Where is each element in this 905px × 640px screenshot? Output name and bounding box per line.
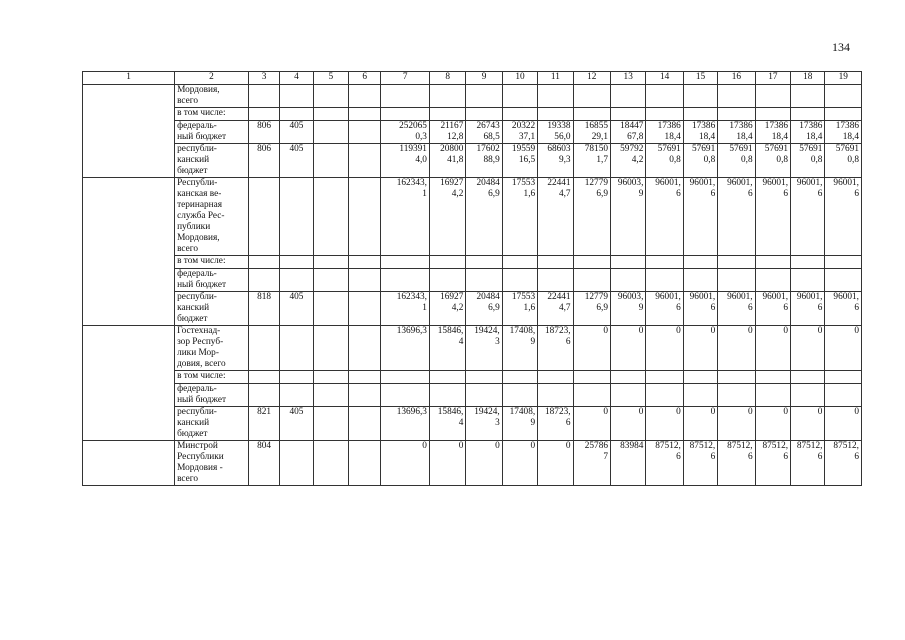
value-cell	[718, 384, 755, 407]
value-cell	[825, 85, 862, 108]
table-row	[83, 108, 862, 121]
value-cell: 59792 4,2	[611, 144, 646, 178]
code-cell	[313, 85, 348, 108]
value-cell: 0	[683, 407, 717, 441]
code-cell	[349, 292, 381, 326]
code-cell	[280, 178, 313, 256]
code-cell	[313, 256, 348, 269]
value-cell	[683, 384, 717, 407]
value-cell	[538, 108, 573, 121]
value-cell	[755, 384, 790, 407]
value-cell: 17602 88,9	[466, 144, 502, 178]
code-cell	[280, 269, 313, 292]
code-cell	[349, 144, 381, 178]
header-row	[83, 72, 862, 85]
value-cell: 252065 0,3	[381, 121, 430, 144]
column-header-10: 10	[502, 72, 537, 85]
value-cell: 20322 37,1	[502, 121, 537, 144]
value-cell: 17408, 9	[502, 326, 537, 371]
value-cell	[502, 269, 537, 292]
value-cell	[791, 108, 825, 121]
column-header-2: 2	[175, 72, 249, 85]
code-cell	[248, 326, 279, 371]
value-cell: 87512, 6	[825, 441, 862, 486]
value-cell: 18723, 6	[538, 407, 573, 441]
code-cell	[248, 256, 279, 269]
value-cell	[573, 384, 610, 407]
code-cell	[313, 121, 348, 144]
value-cell: 17386 18,4	[791, 121, 825, 144]
value-cell	[502, 256, 537, 269]
value-cell: 16927 4,2	[429, 292, 465, 326]
table-row	[83, 326, 862, 371]
value-cell: 57691 0,8	[683, 144, 717, 178]
value-cell: 162343, 1	[381, 292, 430, 326]
value-cell	[611, 85, 646, 108]
value-cell: 17386 18,4	[755, 121, 790, 144]
value-cell	[381, 371, 430, 384]
column-header-14: 14	[646, 72, 683, 85]
code-cell	[349, 121, 381, 144]
value-cell: 0	[791, 407, 825, 441]
value-cell	[611, 371, 646, 384]
value-cell	[718, 85, 755, 108]
value-cell: 0	[791, 326, 825, 371]
value-cell: 21167 12,8	[429, 121, 465, 144]
value-cell	[573, 108, 610, 121]
value-cell: 68603 9,3	[538, 144, 573, 178]
code-cell	[280, 384, 313, 407]
value-cell: 0	[825, 407, 862, 441]
code-cell	[349, 407, 381, 441]
column-header-19: 19	[825, 72, 862, 85]
value-cell: 96001, 6	[791, 292, 825, 326]
code-cell	[349, 85, 381, 108]
value-cell: 119391 4,0	[381, 144, 430, 178]
code-cell: 804	[248, 441, 279, 486]
row-label: федераль- ный бюджет	[175, 269, 249, 292]
value-cell	[538, 371, 573, 384]
value-cell: 17408, 9	[502, 407, 537, 441]
code-cell	[349, 384, 381, 407]
code-cell	[280, 441, 313, 486]
column-header-13: 13	[611, 72, 646, 85]
value-cell: 0	[646, 326, 683, 371]
code-cell	[313, 384, 348, 407]
code-cell: 806	[248, 144, 279, 178]
value-cell: 162343, 1	[381, 178, 430, 256]
code-cell: 806	[248, 121, 279, 144]
code-cell	[248, 371, 279, 384]
value-cell: 96001, 6	[755, 292, 790, 326]
value-cell: 96001, 6	[646, 178, 683, 256]
value-cell	[502, 371, 537, 384]
value-cell	[683, 85, 717, 108]
code-cell: 821	[248, 407, 279, 441]
code-cell: 405	[280, 121, 313, 144]
value-cell	[502, 85, 537, 108]
value-cell	[646, 269, 683, 292]
value-cell	[755, 85, 790, 108]
value-cell: 83984	[611, 441, 646, 486]
value-cell: 0	[573, 326, 610, 371]
value-cell: 12779 6,9	[573, 178, 610, 256]
value-cell: 96001, 6	[755, 178, 790, 256]
value-cell	[791, 85, 825, 108]
group-number-cell	[83, 326, 175, 441]
table-row	[83, 384, 862, 407]
value-cell: 17553 1,6	[502, 292, 537, 326]
value-cell	[611, 256, 646, 269]
code-cell	[313, 326, 348, 371]
value-cell: 57691 0,8	[825, 144, 862, 178]
value-cell: 57691 0,8	[791, 144, 825, 178]
table-row	[83, 407, 862, 441]
row-label: федераль- ный бюджет	[175, 384, 249, 407]
value-cell	[755, 108, 790, 121]
value-cell: 0	[538, 441, 573, 486]
value-cell	[573, 371, 610, 384]
value-cell	[381, 269, 430, 292]
code-cell	[313, 441, 348, 486]
value-cell: 26743 68,5	[466, 121, 502, 144]
value-cell: 19424, 3	[466, 407, 502, 441]
column-header-5: 5	[313, 72, 348, 85]
value-cell: 0	[825, 326, 862, 371]
value-cell	[429, 108, 465, 121]
value-cell: 19559 16,5	[502, 144, 537, 178]
column-header-8: 8	[429, 72, 465, 85]
value-cell	[429, 384, 465, 407]
code-cell	[349, 108, 381, 121]
value-cell: 19424, 3	[466, 326, 502, 371]
value-cell	[502, 384, 537, 407]
value-cell: 0	[381, 441, 430, 486]
value-cell	[538, 256, 573, 269]
value-cell: 96001, 6	[825, 292, 862, 326]
table-row	[83, 269, 862, 292]
value-cell	[791, 371, 825, 384]
value-cell: 0	[755, 407, 790, 441]
value-cell	[466, 256, 502, 269]
value-cell	[646, 108, 683, 121]
value-cell	[466, 85, 502, 108]
value-cell	[646, 371, 683, 384]
value-cell: 17386 18,4	[718, 121, 755, 144]
value-cell: 16855 29,1	[573, 121, 610, 144]
column-header-7: 7	[381, 72, 430, 85]
value-cell	[611, 108, 646, 121]
column-header-12: 12	[573, 72, 610, 85]
value-cell	[466, 269, 502, 292]
value-cell	[718, 371, 755, 384]
code-cell	[248, 85, 279, 108]
group-number-cell	[83, 85, 175, 178]
value-cell	[683, 108, 717, 121]
column-header-16: 16	[718, 72, 755, 85]
value-cell: 19338 56,0	[538, 121, 573, 144]
value-cell	[573, 269, 610, 292]
table-row	[83, 371, 862, 384]
value-cell: 15846, 4	[429, 407, 465, 441]
value-cell: 57691 0,8	[646, 144, 683, 178]
value-cell	[381, 85, 430, 108]
value-cell	[429, 371, 465, 384]
value-cell: 87512, 6	[718, 441, 755, 486]
value-cell: 78150 1,7	[573, 144, 610, 178]
value-cell	[646, 85, 683, 108]
value-cell	[683, 371, 717, 384]
value-cell: 0	[573, 407, 610, 441]
value-cell	[755, 269, 790, 292]
code-cell	[349, 326, 381, 371]
code-cell: 405	[280, 144, 313, 178]
value-cell: 25786 7	[573, 441, 610, 486]
value-cell	[791, 384, 825, 407]
value-cell	[466, 108, 502, 121]
column-header-18: 18	[791, 72, 825, 85]
value-cell	[718, 269, 755, 292]
value-cell	[825, 371, 862, 384]
value-cell: 22441 4,7	[538, 292, 573, 326]
row-label: республи- канский бюджет	[175, 407, 249, 441]
value-cell	[429, 269, 465, 292]
value-cell: 96001, 6	[718, 178, 755, 256]
value-cell: 87512, 6	[683, 441, 717, 486]
table-row	[83, 441, 862, 486]
row-label: в том числе:	[175, 256, 249, 269]
value-cell	[683, 256, 717, 269]
table-row	[83, 178, 862, 256]
table-row	[83, 256, 862, 269]
value-cell	[381, 256, 430, 269]
value-cell: 0	[683, 326, 717, 371]
value-cell	[502, 108, 537, 121]
value-cell: 17386 18,4	[683, 121, 717, 144]
page-number: 134	[832, 40, 850, 54]
value-cell: 20484 6,9	[466, 292, 502, 326]
code-cell	[313, 292, 348, 326]
value-cell: 87512, 6	[646, 441, 683, 486]
value-cell	[646, 384, 683, 407]
value-cell: 87512, 6	[791, 441, 825, 486]
value-cell: 57691 0,8	[718, 144, 755, 178]
value-cell: 17553 1,6	[502, 178, 537, 256]
value-cell	[381, 384, 430, 407]
value-cell	[718, 256, 755, 269]
column-header-9: 9	[466, 72, 502, 85]
value-cell	[646, 256, 683, 269]
value-cell	[466, 384, 502, 407]
value-cell: 96001, 6	[718, 292, 755, 326]
column-header-1: 1	[83, 72, 175, 85]
value-cell: 96003, 9	[611, 178, 646, 256]
code-cell: 405	[280, 292, 313, 326]
value-cell: 57691 0,8	[755, 144, 790, 178]
value-cell: 0	[611, 407, 646, 441]
row-label: Гостехнад- зор Респуб- лики Мор- довия, всего	[175, 326, 249, 371]
code-cell	[313, 269, 348, 292]
column-header-11: 11	[538, 72, 573, 85]
code-cell	[349, 256, 381, 269]
value-cell: 18447 67,8	[611, 121, 646, 144]
column-header-15: 15	[683, 72, 717, 85]
value-cell	[466, 371, 502, 384]
value-cell: 17386 18,4	[825, 121, 862, 144]
value-cell	[573, 256, 610, 269]
code-cell	[349, 178, 381, 256]
value-cell	[611, 269, 646, 292]
value-cell	[825, 108, 862, 121]
code-cell	[280, 256, 313, 269]
value-cell	[538, 269, 573, 292]
value-cell: 96001, 6	[791, 178, 825, 256]
value-cell	[538, 85, 573, 108]
code-cell	[313, 178, 348, 256]
table-row	[83, 144, 862, 178]
group-number-cell	[83, 178, 175, 326]
value-cell: 0	[646, 407, 683, 441]
column-header-17: 17	[755, 72, 790, 85]
group-number-cell	[83, 441, 175, 486]
value-cell: 0	[611, 326, 646, 371]
value-cell: 13696,3	[381, 326, 430, 371]
row-label: Республи- канская ве- теринарная служба Рес- публики Мордовия, всего	[175, 178, 249, 256]
value-cell	[825, 256, 862, 269]
code-cell: 818	[248, 292, 279, 326]
value-cell: 87512, 6	[755, 441, 790, 486]
code-cell	[349, 371, 381, 384]
code-cell	[248, 108, 279, 121]
value-cell: 96001, 6	[683, 178, 717, 256]
code-cell	[313, 407, 348, 441]
code-cell	[280, 326, 313, 371]
code-cell	[313, 108, 348, 121]
value-cell	[718, 108, 755, 121]
code-cell	[248, 384, 279, 407]
value-cell	[825, 269, 862, 292]
code-cell	[313, 144, 348, 178]
value-cell: 15846, 4	[429, 326, 465, 371]
value-cell: 13696,3	[381, 407, 430, 441]
value-cell: 0	[718, 407, 755, 441]
value-cell: 0	[502, 441, 537, 486]
row-label: в том числе:	[175, 108, 249, 121]
value-cell	[611, 384, 646, 407]
value-cell	[755, 371, 790, 384]
value-cell	[825, 384, 862, 407]
row-label: федераль- ный бюджет	[175, 121, 249, 144]
value-cell: 0	[466, 441, 502, 486]
value-cell	[791, 256, 825, 269]
value-cell: 17386 18,4	[646, 121, 683, 144]
column-header-3: 3	[248, 72, 279, 85]
table-row	[83, 292, 862, 326]
value-cell	[755, 256, 790, 269]
value-cell: 96001, 6	[825, 178, 862, 256]
value-cell	[791, 269, 825, 292]
row-label: в том числе:	[175, 371, 249, 384]
value-cell: 0	[718, 326, 755, 371]
value-cell	[683, 269, 717, 292]
value-cell: 96003, 9	[611, 292, 646, 326]
row-label: Мордовия, всего	[175, 85, 249, 108]
value-cell	[429, 256, 465, 269]
value-cell: 96001, 6	[683, 292, 717, 326]
table-row	[83, 85, 862, 108]
table-row	[83, 121, 862, 144]
value-cell: 0	[755, 326, 790, 371]
value-cell	[538, 384, 573, 407]
code-cell	[313, 371, 348, 384]
row-label: Минстрой Республики Мордовия - всего	[175, 441, 249, 486]
value-cell: 22441 4,7	[538, 178, 573, 256]
value-cell: 96001, 6	[646, 292, 683, 326]
value-cell: 18723, 6	[538, 326, 573, 371]
value-cell: 0	[429, 441, 465, 486]
code-cell	[280, 371, 313, 384]
value-cell: 20484 6,9	[466, 178, 502, 256]
code-cell	[248, 178, 279, 256]
code-cell: 405	[280, 407, 313, 441]
row-label: республи- канский бюджет	[175, 144, 249, 178]
value-cell: 20800 41,8	[429, 144, 465, 178]
code-cell	[349, 269, 381, 292]
code-cell	[280, 85, 313, 108]
code-cell	[349, 441, 381, 486]
table-body	[83, 85, 862, 486]
value-cell: 16927 4,2	[429, 178, 465, 256]
column-header-4: 4	[280, 72, 313, 85]
value-cell	[573, 85, 610, 108]
value-cell	[381, 108, 430, 121]
value-cell	[429, 85, 465, 108]
value-cell: 12779 6,9	[573, 292, 610, 326]
code-cell	[248, 269, 279, 292]
budget-table	[82, 71, 862, 486]
column-header-6: 6	[349, 72, 381, 85]
row-label: республи- канский бюджет	[175, 292, 249, 326]
code-cell	[280, 108, 313, 121]
